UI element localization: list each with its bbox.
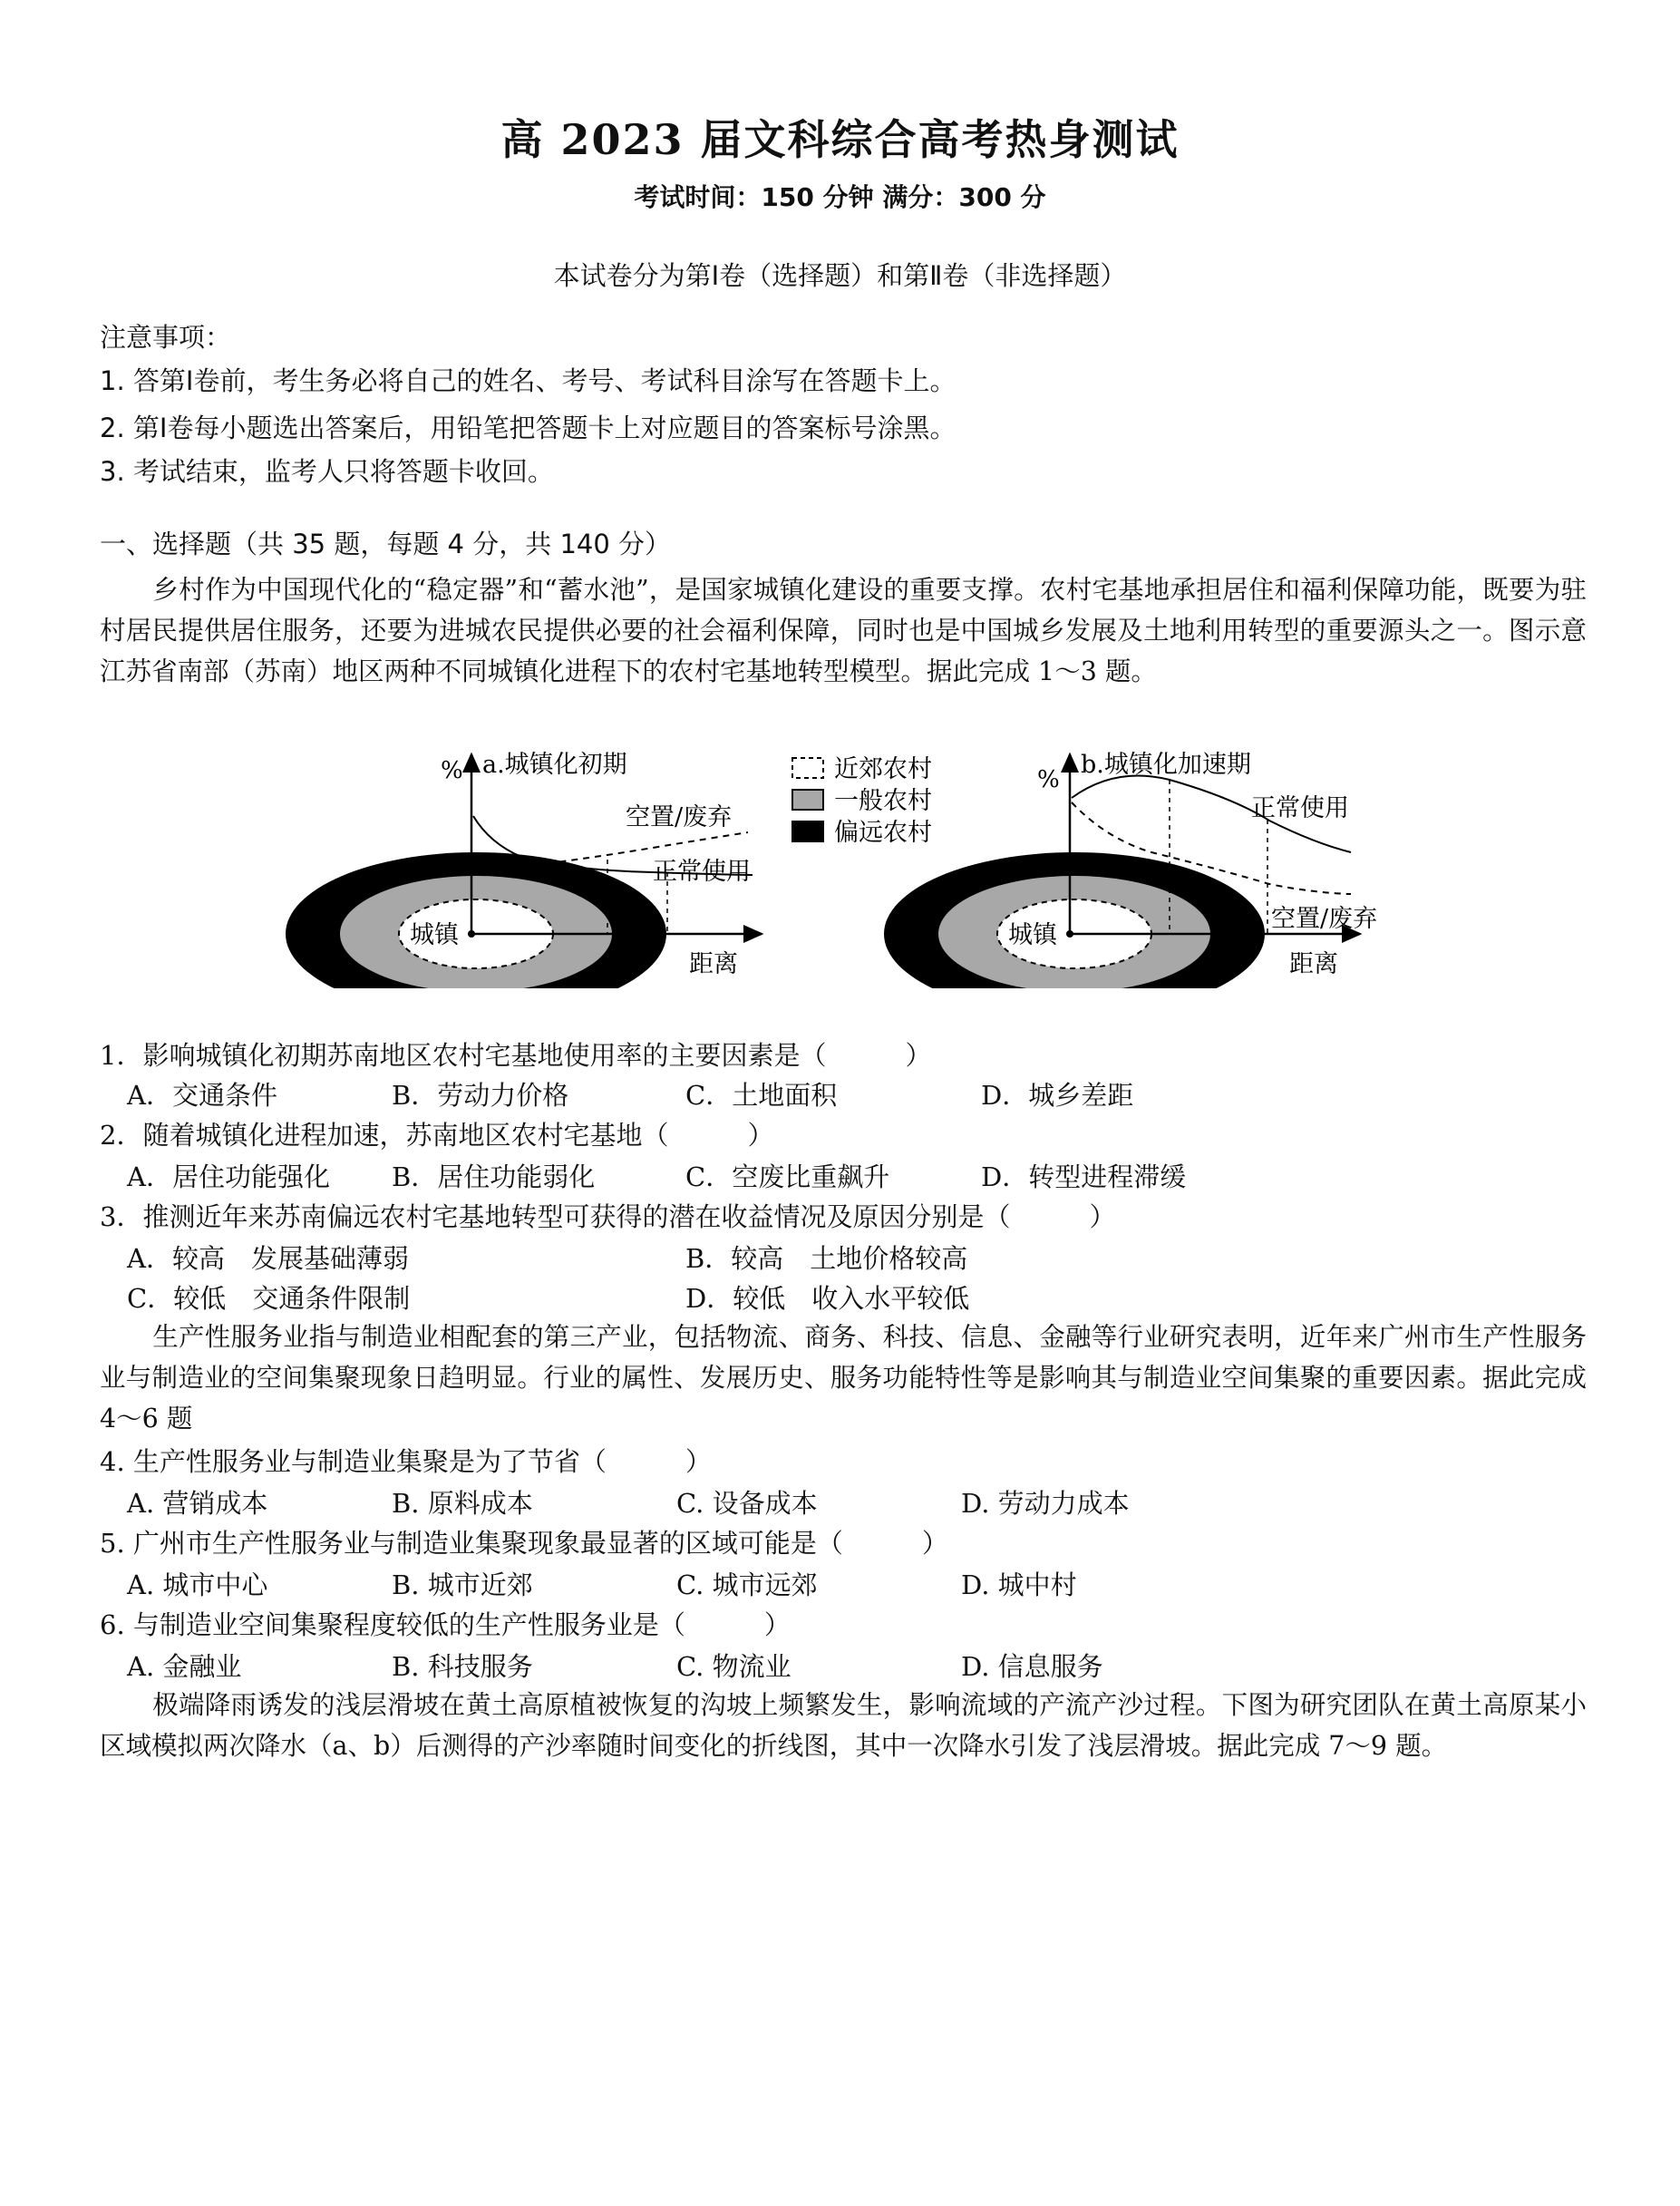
panel-a bbox=[286, 751, 762, 988]
question-5-option-b: B. 城市近郊 bbox=[392, 1569, 533, 1600]
panel-b-x-label: 距离 bbox=[1289, 950, 1338, 978]
panel-b-title: b.城镇化加速期 bbox=[1081, 751, 1251, 779]
panel-b-normal-label: 正常使用 bbox=[1251, 794, 1349, 822]
panel-a-x-label: 距离 bbox=[689, 950, 738, 978]
passage-1-text: 乡村作为中国现代化的“稳定器”和“蓄水池”，是国家城镇化建设的重要支撑。农村宅基地承担居住和福利保障功能，既要为驻村居民提供居住服务，还要为进城农民提供必要的社会福利保障，同时也是中国城乡发展及土地利用转型的重要源头之一。图示意江苏省南部（苏南）地区两种不同城镇化进程下的农村宅基地转型模型。据此完成 1～3 题。 bbox=[100, 575, 1587, 686]
question-6-option-c: C. 物流业 bbox=[676, 1651, 791, 1682]
legend bbox=[792, 755, 932, 847]
notes-item-3: 3. 考试结束，监考人只将答题卡收回。 bbox=[100, 456, 554, 487]
question-5-option-c: C. 城市远郊 bbox=[676, 1569, 818, 1600]
notes-item-2: 2. 第Ⅰ卷每小题选出答案后，用铅笔把答题卡上对应题目的答案标号涂黑。 bbox=[100, 413, 957, 443]
question-5-option-d: D. 城中村 bbox=[961, 1569, 1077, 1600]
question-1-option-c: C．土地面积 bbox=[685, 1080, 838, 1111]
question-6-option-a: A. 金融业 bbox=[127, 1651, 242, 1682]
paper-division: 本试卷分为第Ⅰ卷（选择题）和第Ⅱ卷（非选择题） bbox=[553, 260, 1127, 291]
question-4-stem: 4. 生产性服务业与制造业集聚是为了节省（ ） bbox=[100, 1446, 712, 1477]
question-2-option-d: D．转型进程滞缓 bbox=[981, 1161, 1187, 1192]
legend-swatch-suburban bbox=[792, 758, 823, 778]
question-4-option-b: B. 原料成本 bbox=[392, 1488, 533, 1519]
question-1-option-d: D．城乡差距 bbox=[981, 1080, 1134, 1111]
legend-label-remote: 偏远农村 bbox=[834, 819, 932, 847]
panel-b-vacant-label: 空置/废弃 bbox=[1271, 905, 1378, 933]
question-5-stem: 5. 广州市生产性服务业与制造业集聚现象最显著的区域可能是（ ） bbox=[100, 1528, 948, 1559]
question-4-option-c: C. 设备成本 bbox=[676, 1488, 818, 1519]
question-3-stem: 3．推测近年来苏南偏远农村宅基地转型可获得的潜在收益情况及原因分别是（ ） bbox=[100, 1201, 1116, 1232]
panel-b-y-unit: % bbox=[1037, 766, 1060, 793]
passage-3 bbox=[100, 1685, 1587, 1766]
legend-label-suburban: 近郊农村 bbox=[834, 755, 932, 783]
passage-2-text: 生产性服务业指与制造业相配套的第三产业，包括物流、商务、科技、信息、金融等行业研究表明，近年来广州市生产性服务业与制造业的空间集聚现象日趋明显。行业的属性、发展历史、服务功能特性等是影响其与制造业空间集聚的重要因素。据此完成 4～6 题 bbox=[100, 1322, 1587, 1433]
figure-svg bbox=[272, 725, 1632, 988]
question-2-option-a: A．居住功能强化 bbox=[127, 1161, 330, 1192]
panel-a-center-label: 城镇 bbox=[410, 921, 459, 949]
panel-b-center-label: 城镇 bbox=[1008, 921, 1057, 949]
question-5-option-a: A. 城市中心 bbox=[127, 1569, 268, 1600]
passage-2 bbox=[100, 1317, 1587, 1439]
question-3-option-c: C．较低 交通条件限制 bbox=[127, 1283, 411, 1314]
question-4-option-d: D. 劳动力成本 bbox=[961, 1488, 1130, 1519]
question-1-option-b: B．劳动力价格 bbox=[392, 1080, 569, 1111]
question-4-option-a: A. 营销成本 bbox=[127, 1488, 268, 1519]
panel-b-origin bbox=[1066, 930, 1073, 938]
exam-info: 考试时间：150 分钟 满分：300 分 bbox=[634, 182, 1046, 212]
panel-a-y-unit: % bbox=[441, 757, 463, 784]
passage-1 bbox=[100, 569, 1587, 692]
question-6-option-b: B. 科技服务 bbox=[392, 1651, 533, 1682]
question-2-option-b: B．居住功能弱化 bbox=[392, 1161, 596, 1192]
panel-a-normal-label: 正常使用 bbox=[653, 858, 751, 886]
question-6-option-d: D. 信息服务 bbox=[961, 1651, 1103, 1682]
panel-a-vacant-label: 空置/废弃 bbox=[626, 803, 733, 831]
legend-label-general: 一般农村 bbox=[834, 787, 932, 815]
passage-3-text: 极端降雨诱发的浅层滑坡在黄土高原植被恢复的沟坡上频繁发生，影响流域的产流产沙过程。下图为研究团队在黄土高原某小区域模拟两次降水（a、b）后测得的产沙率随时间变化的折线图，其中一次降水引发了浅层滑坡。据此完成 7～9 题。 bbox=[100, 1690, 1587, 1761]
legend-swatch-general bbox=[792, 790, 823, 810]
panel-b bbox=[884, 751, 1377, 988]
question-6-stem: 6. 与制造业空间集聚程度较低的生产性服务业是（ ） bbox=[100, 1609, 791, 1640]
notes-item-1: 1. 答第Ⅰ卷前，考生务必将自己的姓名、考号、考试科目涂写在答题卡上。 bbox=[100, 365, 957, 396]
section-heading: 一、选择题（共 35 题，每题 4 分，共 140 分） bbox=[100, 529, 672, 559]
question-3-option-b: B．较高 土地价格较高 bbox=[685, 1243, 968, 1274]
page-title: 高 2023 届文科综合高考热身测试 bbox=[500, 115, 1180, 164]
panel-a-origin bbox=[468, 930, 475, 938]
question-2-stem: 2．随着城镇化进程加速，苏南地区农村宅基地（ ） bbox=[100, 1120, 774, 1151]
question-3-option-a: A．较高 发展基础薄弱 bbox=[127, 1243, 409, 1274]
figure-homestead-model bbox=[272, 725, 1632, 993]
question-1-stem: 1．影响城镇化初期苏南地区农村宅基地使用率的主要因素是（ ） bbox=[100, 1040, 932, 1071]
panel-a-title: a.城镇化初期 bbox=[482, 751, 627, 779]
question-1-option-a: A．交通条件 bbox=[127, 1080, 277, 1111]
question-3-option-d: D．较低 收入水平较低 bbox=[685, 1283, 970, 1314]
legend-swatch-remote bbox=[792, 821, 823, 841]
notes-heading: 注意事项： bbox=[100, 322, 232, 353]
question-2-option-c: C．空废比重飙升 bbox=[685, 1161, 890, 1192]
